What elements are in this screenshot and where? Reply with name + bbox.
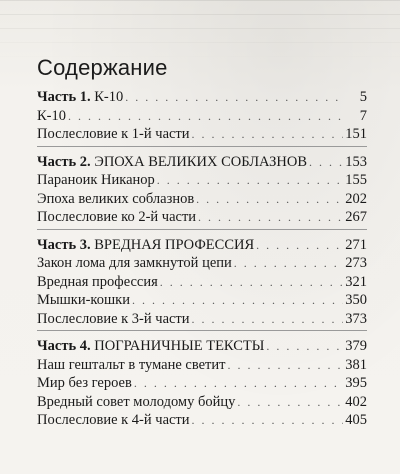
table-of-contents: [37, 88, 367, 438]
entry-title: Вредный совет молодому бойцу: [37, 393, 236, 410]
toc-entry[interactable]: [37, 208, 367, 227]
toc-entry[interactable]: [37, 291, 367, 310]
toc-part-4: [37, 337, 367, 432]
toc-part-heading[interactable]: [37, 337, 367, 356]
toc-entry[interactable]: [37, 254, 367, 273]
toc-entry[interactable]: [37, 393, 367, 412]
leader-dots: [192, 411, 343, 430]
toc-entry[interactable]: [37, 125, 367, 144]
part-title: ЭПОХА ВЕЛИКИХ СОБЛАЗНОВ: [94, 153, 308, 170]
leader-dots: [68, 107, 343, 126]
toc-entry[interactable]: [37, 356, 367, 375]
leader-dots: [256, 236, 343, 255]
part-title: К-10: [94, 89, 124, 105]
page-number: 151: [345, 126, 367, 142]
page-number: 405: [345, 412, 367, 428]
page-number: 155: [345, 172, 367, 188]
toc-part-1: [37, 88, 367, 147]
entry-title: Мир без героев: [37, 375, 132, 391]
page-number: 395: [345, 375, 367, 391]
page-number: 350: [345, 292, 367, 308]
page-number: 271: [345, 236, 367, 253]
entry-title: Послесловие к 4-й части: [37, 412, 190, 428]
part-number: Часть 1.: [37, 89, 91, 105]
page-number: 379: [345, 338, 367, 354]
page-number: 402: [345, 393, 367, 410]
part-number: Часть 4.: [37, 338, 91, 354]
leader-dots: [198, 208, 343, 227]
leader-dots: [234, 254, 343, 273]
toc-part-heading[interactable]: [37, 236, 367, 255]
page-number: 273: [345, 255, 367, 271]
page-title: Содержание: [37, 55, 168, 80]
toc-entry[interactable]: [37, 107, 367, 126]
toc-entry[interactable]: [37, 310, 367, 329]
leader-dots: [227, 356, 343, 375]
entry-title: Послесловие ко 2-й части: [37, 209, 197, 225]
page-number: 321: [345, 273, 367, 290]
leader-dots: [237, 393, 343, 412]
leader-dots: [125, 88, 343, 107]
leader-dots: [192, 125, 343, 144]
page-number: 381: [345, 356, 367, 373]
entry-title: Эпоха великих соблазнов: [37, 190, 195, 207]
entry-title: Мышки-кошки: [37, 292, 130, 308]
page-number: 153: [345, 153, 367, 170]
part-title: ВРЕДНАЯ ПРОФЕССИЯ: [94, 236, 255, 253]
leader-dots: [309, 153, 343, 172]
leader-dots: [192, 310, 343, 329]
entry-title: Вредная профессия: [37, 273, 158, 290]
entry-title: Параноик Никанор: [37, 172, 155, 188]
page-number: 373: [345, 310, 367, 327]
entry-title: Наш гештальт в тумане светит: [37, 356, 226, 373]
part-number: Часть 3.: [37, 236, 91, 253]
page-number: 267: [345, 209, 367, 225]
leader-dots: [134, 374, 343, 393]
part-title: ПОГРАНИЧНЫЕ ТЕКСТЫ: [94, 338, 265, 354]
leader-dots: [266, 337, 343, 356]
entry-title: Закон лома для замкнутой цепи: [37, 255, 232, 271]
toc-entry[interactable]: [37, 190, 367, 209]
leader-dots: [160, 273, 343, 292]
toc-entry[interactable]: [37, 273, 367, 292]
toc-entry[interactable]: [37, 411, 367, 430]
toc-entry[interactable]: [37, 171, 367, 190]
toc-part-heading[interactable]: [37, 88, 367, 107]
leader-dots: [196, 190, 343, 209]
leader-dots: [157, 171, 343, 190]
toc-entry[interactable]: [37, 374, 367, 393]
page-number: 5: [359, 89, 367, 105]
entry-title: Послесловие к 1-й части: [37, 126, 190, 142]
toc-part-3: [37, 236, 367, 332]
toc-part-heading[interactable]: [37, 153, 367, 172]
part-number: Часть 2.: [37, 153, 91, 170]
page-number: 202: [345, 190, 367, 207]
show-through-text: [0, 0, 400, 60]
leader-dots: [132, 291, 343, 310]
toc-part-2: [37, 153, 367, 230]
entry-title: Послесловие к 3-й части: [37, 310, 190, 327]
entry-title: К-10: [37, 107, 66, 124]
page-number: 7: [359, 107, 367, 124]
